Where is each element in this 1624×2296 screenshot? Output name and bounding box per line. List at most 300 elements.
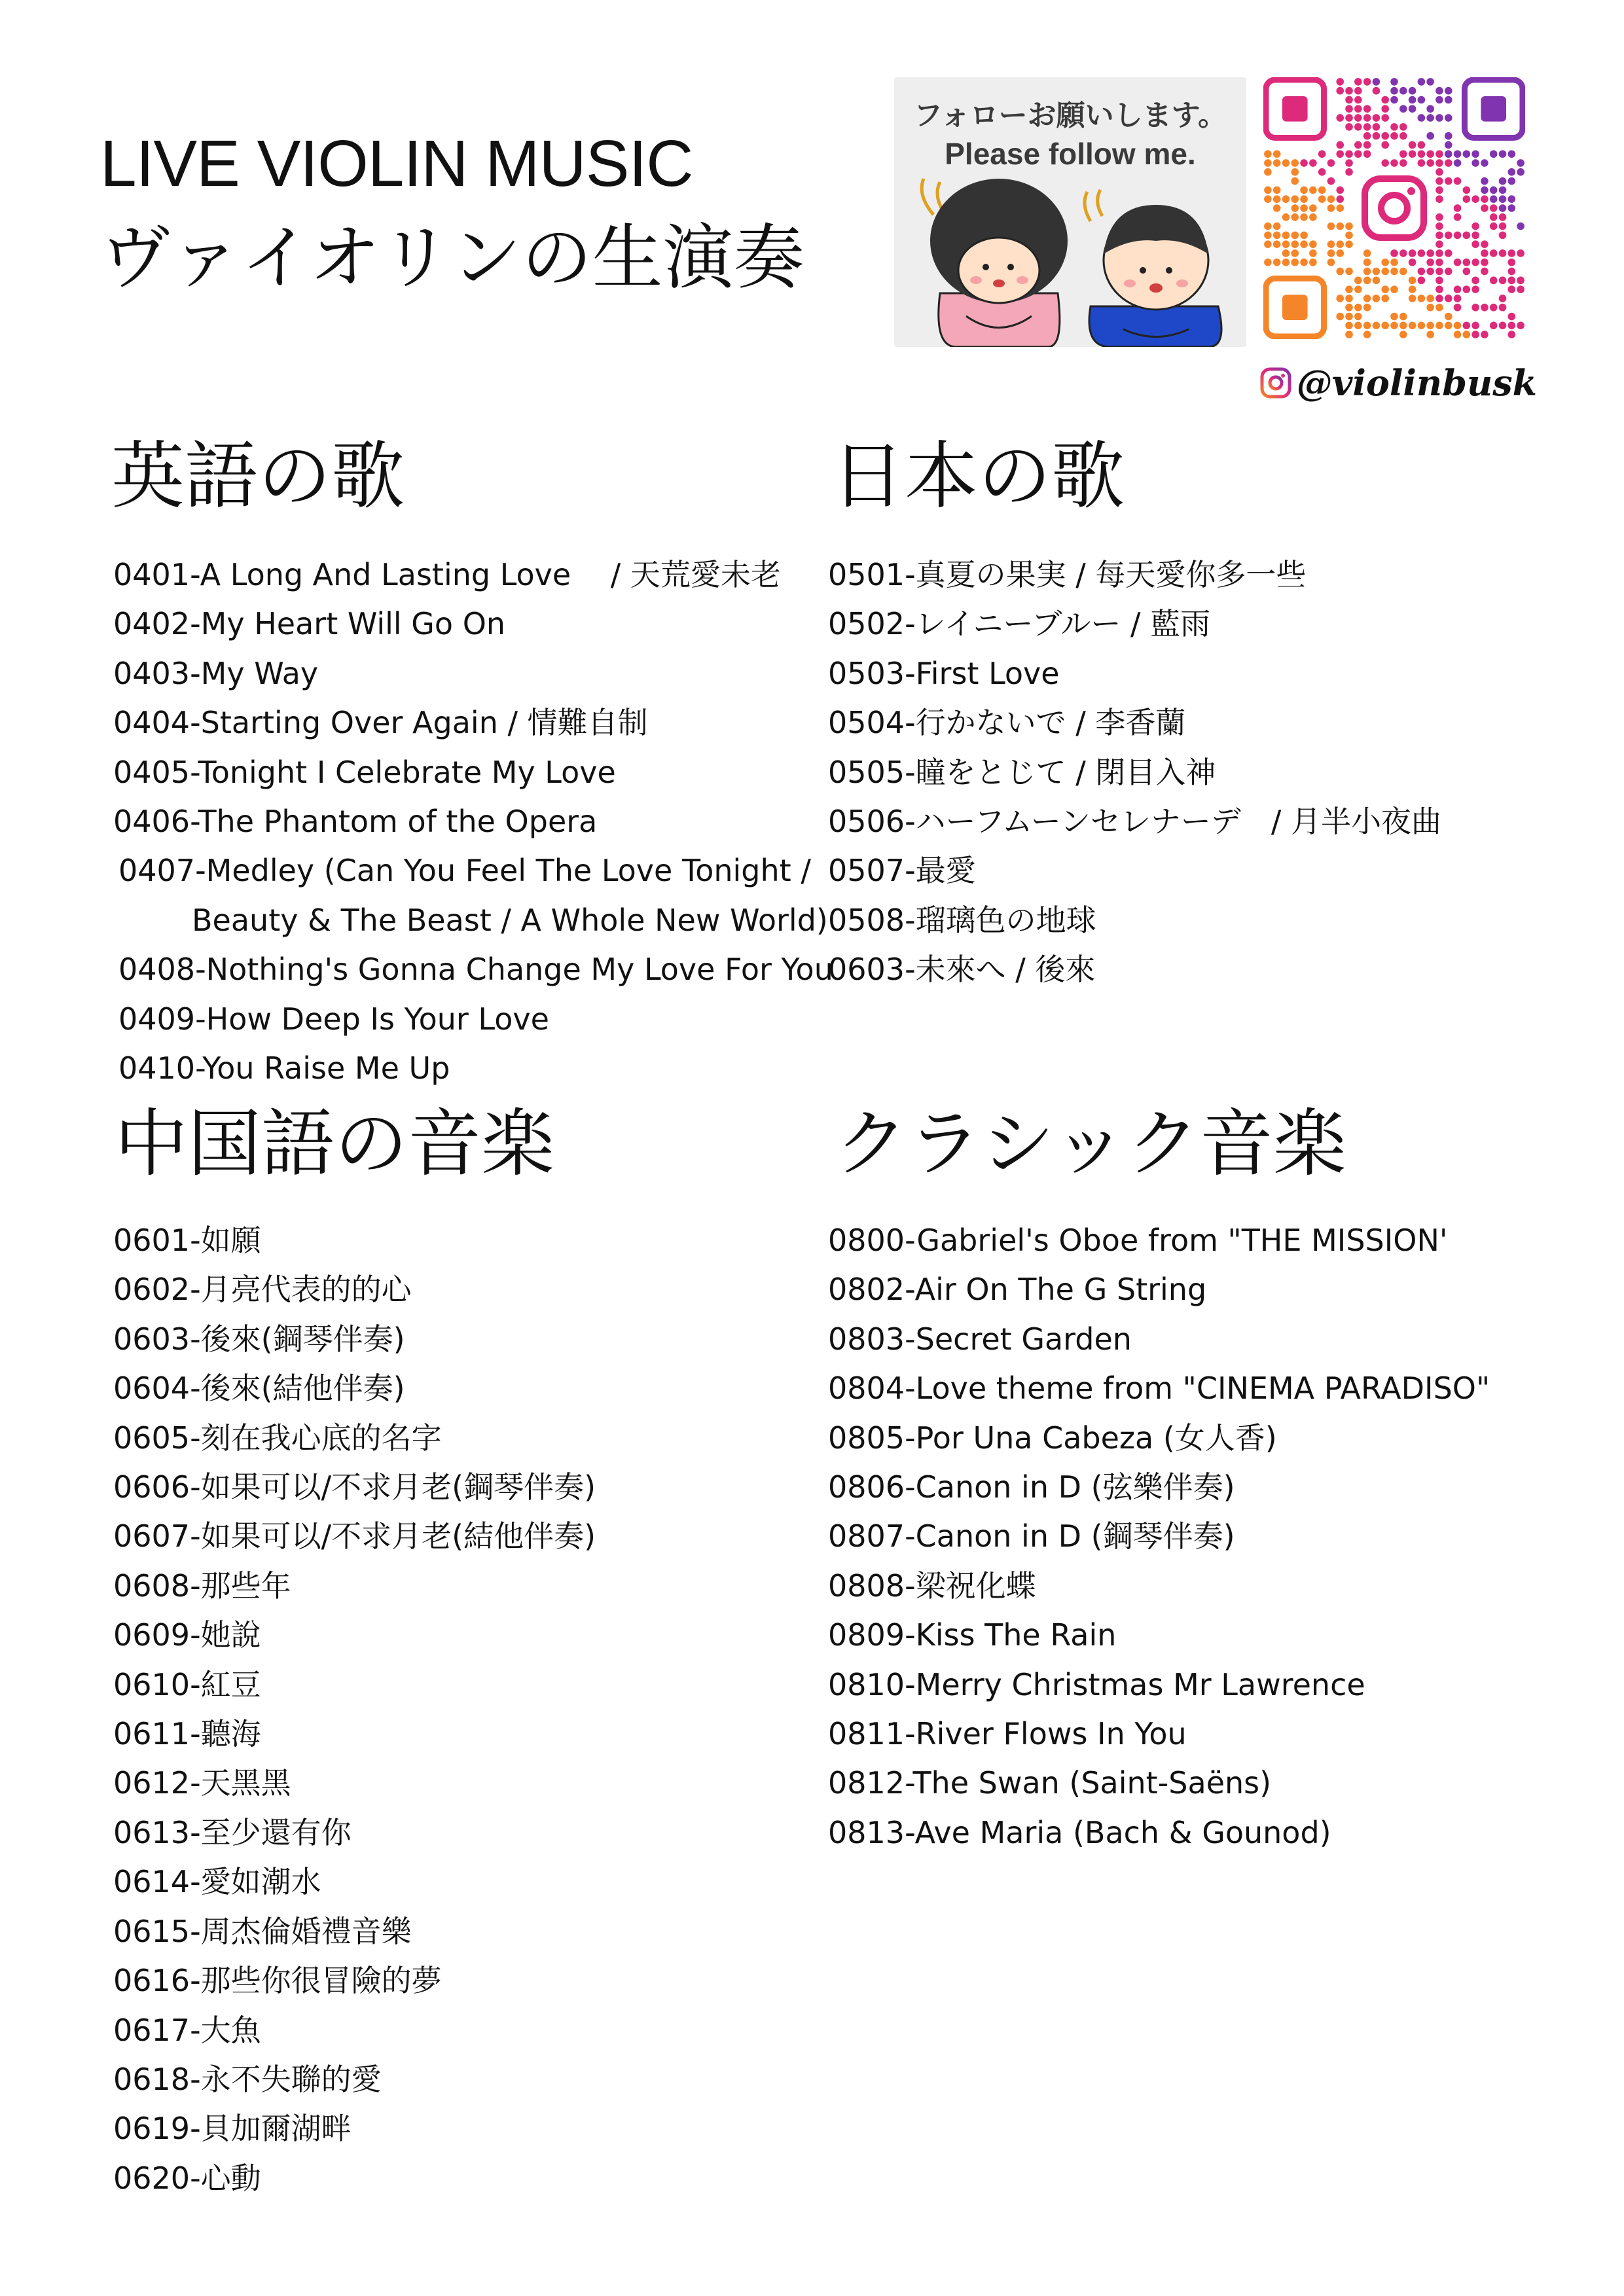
qr-module <box>1454 304 1462 312</box>
qr-module <box>1409 277 1416 285</box>
qr-module <box>1435 285 1443 293</box>
qr-module <box>1435 114 1443 122</box>
list-item: 0505-瞳をとじて / 閉目入神 <box>828 754 1216 790</box>
qr-module <box>1481 195 1489 203</box>
qr-module <box>1363 322 1371 330</box>
list-item: 0608-那些年 <box>113 1568 291 1604</box>
qr-module <box>1345 159 1353 167</box>
qr-module <box>1445 150 1453 158</box>
qr-module <box>1490 150 1498 158</box>
qr-module <box>1471 322 1479 330</box>
list-item: 0504-行かないで / 李香蘭 <box>828 705 1186 741</box>
qr-module <box>1499 204 1507 212</box>
list-item: 0506-ハーフムーンセレナーデ / 月半小夜曲 <box>828 804 1442 840</box>
qr-module <box>1336 223 1344 230</box>
qr-module <box>1381 295 1389 302</box>
qr-module <box>1363 331 1371 338</box>
instagram-qr-code[interactable] <box>1263 77 1525 339</box>
qr-module <box>1463 187 1471 194</box>
list-item: 0406-The Phantom of the Opera <box>113 804 598 840</box>
qr-module <box>1435 177 1443 185</box>
qr-module <box>1373 322 1380 330</box>
section-title-classic: クラシック音楽 <box>835 1102 1346 1187</box>
qr-module <box>1282 259 1290 266</box>
qr-module <box>1390 268 1398 276</box>
list-item: 0804-Love theme from "CINEMA PARADISO" <box>828 1371 1490 1407</box>
list-item: 0502-レイニーブルー / 藍雨 <box>828 606 1211 642</box>
qr-module <box>1264 150 1272 158</box>
qr-module <box>1471 304 1479 312</box>
qr-module <box>1345 240 1353 248</box>
qr-module <box>1291 259 1299 266</box>
page-title: LIVE VIOLIN MUSIC <box>100 127 693 200</box>
qr-module <box>1354 277 1362 285</box>
qr-module <box>1381 114 1389 122</box>
qr-module <box>1300 213 1308 221</box>
list-item: 0404-Starting Over Again / 情難自制 <box>113 705 648 741</box>
qr-module <box>1463 232 1471 240</box>
qr-module <box>1435 268 1443 276</box>
qr-module <box>1390 249 1398 257</box>
qr-module <box>1463 195 1471 203</box>
qr-module <box>1435 304 1443 312</box>
qr-module <box>1418 268 1426 276</box>
qr-module <box>1481 159 1489 167</box>
qr-module <box>1345 105 1353 113</box>
qr-module <box>1517 277 1525 285</box>
list-item: 0610-紅豆 <box>113 1666 261 1702</box>
list-item: 0410-You Raise Me Up <box>118 1050 450 1086</box>
qr-module <box>1435 87 1443 95</box>
qr-module <box>1445 159 1453 167</box>
qr-module <box>1481 240 1489 248</box>
qr-module <box>1264 259 1272 266</box>
qr-module <box>1399 105 1407 113</box>
qr-module <box>1390 123 1398 131</box>
qr-module <box>1291 204 1299 212</box>
qr-module <box>1508 268 1516 276</box>
qr-module <box>1409 87 1416 95</box>
qr-module <box>1318 168 1326 176</box>
qr-module <box>1273 259 1281 266</box>
list-item: 0807-Canon in D (鋼琴伴奏) <box>828 1518 1235 1554</box>
qr-module <box>1481 304 1489 312</box>
qr-module <box>1471 159 1479 167</box>
qr-module <box>1291 249 1299 257</box>
qr-module <box>1426 259 1434 266</box>
qr-module <box>1390 313 1398 321</box>
qr-module <box>1291 159 1299 167</box>
qr-module <box>1345 114 1353 122</box>
list-item: 0508-瑠璃色の地球 <box>828 902 1096 938</box>
qr-module <box>1409 105 1416 113</box>
list-item: 0501-真夏の果実 / 每天愛你多一些 <box>828 557 1307 592</box>
qr-module <box>1373 123 1380 131</box>
qr-module <box>1363 277 1371 285</box>
qr-module <box>1508 277 1516 285</box>
qr-module <box>1426 331 1434 338</box>
qr-module <box>1499 223 1507 230</box>
list-item: 0616-那些你很冒險的夢 <box>113 1963 442 1999</box>
qr-module <box>1354 114 1362 122</box>
qr-module <box>1435 322 1443 330</box>
qr-module <box>1273 187 1281 194</box>
instagram-icon <box>1260 367 1291 399</box>
english-song-list <box>113 550 833 1093</box>
instagram-handle[interactable] <box>1260 363 1537 403</box>
qr-module <box>1471 232 1479 240</box>
qr-module <box>1481 177 1489 185</box>
qr-module <box>1373 78 1380 86</box>
qr-module <box>1454 331 1462 338</box>
list-item: 0602-月亮代表的的心 <box>113 1272 412 1308</box>
list-item: 0805-Por Una Cabeza (女人香) <box>828 1420 1277 1456</box>
qr-module <box>1409 295 1416 302</box>
qr-module <box>1327 177 1335 185</box>
list-item: 0803-Secret Garden <box>828 1321 1132 1357</box>
qr-module <box>1264 232 1272 240</box>
qr-module <box>1435 213 1443 221</box>
qr-module <box>1418 249 1426 257</box>
qr-finder-top-right-center <box>1481 96 1506 122</box>
qr-module <box>1399 322 1407 330</box>
qr-module <box>1481 268 1489 276</box>
qr-module <box>1291 232 1299 240</box>
qr-module <box>1336 141 1344 149</box>
qr-module <box>1499 322 1507 330</box>
qr-module <box>1363 150 1371 158</box>
qr-module <box>1273 232 1281 240</box>
qr-module <box>1409 259 1416 266</box>
qr-module <box>1445 177 1453 185</box>
qr-module <box>1426 322 1434 330</box>
section-title-english: 英語の歌 <box>111 434 405 519</box>
qr-module <box>1463 331 1471 338</box>
qr-module <box>1435 259 1443 266</box>
qr-module <box>1363 141 1371 149</box>
qr-module <box>1418 295 1426 302</box>
qr-module <box>1300 195 1308 203</box>
qr-module <box>1354 285 1362 293</box>
qr-module <box>1499 213 1507 221</box>
list-item: 0611-聽海 <box>113 1716 261 1752</box>
qr-module <box>1354 304 1362 312</box>
qr-module <box>1454 322 1462 330</box>
qr-module <box>1309 259 1317 266</box>
qr-module <box>1336 295 1344 302</box>
qr-module <box>1435 223 1443 230</box>
qr-module <box>1508 168 1516 176</box>
qr-module <box>1418 322 1426 330</box>
qr-module <box>1481 331 1489 338</box>
qr-module <box>1454 285 1462 293</box>
qr-module <box>1517 223 1525 230</box>
qr-module <box>1445 268 1453 276</box>
qr-module <box>1445 322 1453 330</box>
qr-module <box>1490 277 1498 285</box>
qr-module <box>1381 105 1389 113</box>
qr-module <box>1426 132 1434 140</box>
instagram-handle-text: @violinbusk <box>1297 362 1538 404</box>
qr-module <box>1517 159 1525 167</box>
qr-module <box>1508 249 1516 257</box>
qr-module <box>1435 295 1443 302</box>
qr-module <box>1445 114 1453 122</box>
qr-module <box>1517 249 1525 257</box>
qr-module <box>1426 150 1434 158</box>
qr-module <box>1336 204 1344 212</box>
list-item: 0604-後來(結他伴奏) <box>113 1371 405 1407</box>
qr-module <box>1300 259 1308 266</box>
qr-module <box>1300 187 1308 194</box>
qr-module <box>1481 259 1489 266</box>
qr-module <box>1354 123 1362 131</box>
qr-module <box>1273 223 1281 230</box>
list-item: 0603-未來へ / 後來 <box>828 952 1096 988</box>
qr-module <box>1264 168 1272 176</box>
qr-module <box>1390 78 1398 86</box>
qr-module <box>1418 277 1426 285</box>
list-item: 0402-My Heart Will Go On <box>113 606 506 642</box>
qr-module <box>1354 87 1362 95</box>
qr-module <box>1363 249 1371 257</box>
qr-module <box>1463 285 1471 293</box>
qr-module <box>1508 177 1516 185</box>
qr-module <box>1309 187 1317 194</box>
qr-module <box>1399 87 1407 95</box>
qr-module <box>1517 285 1525 293</box>
qr-module <box>1499 195 1507 203</box>
qr-module <box>1309 159 1317 167</box>
list-item: 0613-至少還有你 <box>113 1814 352 1850</box>
qr-module <box>1435 187 1443 194</box>
list-item: 0605-刻在我心底的名字 <box>113 1420 442 1456</box>
qr-module <box>1409 141 1416 149</box>
qr-module <box>1327 249 1335 257</box>
qr-module <box>1471 223 1479 230</box>
qr-module <box>1508 285 1516 293</box>
qr-module <box>1454 204 1462 212</box>
qr-module <box>1354 141 1362 149</box>
qr-module <box>1390 96 1398 104</box>
qr-module <box>1508 331 1516 338</box>
qr-module <box>1435 168 1443 176</box>
qr-module <box>1336 240 1344 248</box>
qr-module <box>1471 331 1479 338</box>
qr-module <box>1499 304 1507 312</box>
qr-module <box>1291 177 1299 185</box>
qr-module <box>1490 213 1498 221</box>
qr-module <box>1345 168 1353 176</box>
qr-module <box>1418 114 1426 122</box>
list-item: 0607-如果可以/不求月老(結他伴奏) <box>113 1518 596 1554</box>
qr-module <box>1273 159 1281 167</box>
list-item: 0606-如果可以/不求月老(鋼琴伴奏) <box>113 1469 596 1505</box>
qr-module <box>1490 304 1498 312</box>
qr-module <box>1390 322 1398 330</box>
qr-module <box>1336 268 1344 276</box>
qr-module <box>1463 150 1471 158</box>
qr-module <box>1363 114 1371 122</box>
boy-character <box>1085 190 1221 347</box>
qr-module <box>1481 249 1489 257</box>
qr-module <box>1426 114 1434 122</box>
qr-module <box>1445 249 1453 257</box>
qr-module <box>1336 195 1344 203</box>
qr-module <box>1490 249 1498 257</box>
qr-module <box>1291 213 1299 221</box>
qr-module <box>1336 78 1344 86</box>
qr-module <box>1426 105 1434 113</box>
list-item: 0614-愛如潮水 <box>113 1864 321 1900</box>
list-item: 0503-First Love <box>828 655 1060 691</box>
qr-module <box>1300 232 1308 240</box>
classic-song-list <box>828 1216 1490 1857</box>
qr-module <box>1499 177 1507 185</box>
qr-module <box>1426 159 1434 167</box>
qr-module <box>1381 268 1389 276</box>
list-item: 0407-Medley (Can You Feel The Love Tonight / <box>118 853 811 889</box>
qr-module <box>1471 277 1479 285</box>
qr-finder-top-left-center <box>1282 96 1308 122</box>
qr-module <box>1273 195 1281 203</box>
qr-module <box>1354 150 1362 158</box>
qr-module <box>1499 249 1507 257</box>
qr-module <box>1426 268 1434 276</box>
qr-module <box>1373 87 1380 95</box>
qr-module <box>1454 295 1462 302</box>
qr-module <box>1327 159 1335 167</box>
qr-module <box>1490 223 1498 230</box>
qr-module <box>1463 268 1471 276</box>
qr-module <box>1499 150 1507 158</box>
qr-module <box>1508 313 1516 321</box>
list-item: 0800-Gabriel's Oboe from "THE MISSION' <box>828 1223 1448 1258</box>
section-title-japanese: 日本の歌 <box>831 434 1125 519</box>
qr-module <box>1345 285 1353 293</box>
qr-module <box>1363 268 1371 276</box>
qr-module <box>1336 313 1344 321</box>
qr-module <box>1264 187 1272 194</box>
qr-module <box>1345 268 1353 276</box>
qr-module <box>1445 132 1453 140</box>
list-item: 0615-周杰倫婚禮音樂 <box>113 1913 412 1949</box>
qr-module <box>1373 295 1380 302</box>
qr-module <box>1463 322 1471 330</box>
qr-module <box>1399 123 1407 131</box>
qr-module <box>1508 195 1516 203</box>
qr-module <box>1336 150 1344 158</box>
qr-module <box>1435 240 1443 248</box>
qr-module <box>1345 322 1353 330</box>
qr-module <box>1373 114 1380 122</box>
japanese-song-list <box>828 550 1441 995</box>
bowing-characters-illustration <box>894 175 1246 347</box>
qr-module <box>1345 331 1353 338</box>
qr-module <box>1471 285 1479 293</box>
qr-module <box>1399 150 1407 158</box>
qr-module <box>1445 232 1453 240</box>
qr-module <box>1517 322 1525 330</box>
qr-module <box>1327 259 1335 266</box>
qr-module <box>1390 259 1398 266</box>
qr-module <box>1471 150 1479 158</box>
qr-module <box>1471 195 1479 203</box>
girl-character <box>922 179 1068 347</box>
qr-module <box>1300 159 1308 167</box>
qr-module <box>1508 322 1516 330</box>
qr-module <box>1381 285 1389 293</box>
qr-module <box>1463 259 1471 266</box>
qr-module <box>1264 240 1272 248</box>
qr-module <box>1499 187 1507 194</box>
qr-module <box>1381 96 1389 104</box>
list-item: 0405-Tonight I Celebrate My Love <box>113 754 616 790</box>
qr-module <box>1481 187 1489 194</box>
qr-module <box>1418 159 1426 167</box>
qr-module <box>1300 204 1308 212</box>
list-item: 0603-後來(鋼琴伴奏) <box>113 1321 405 1357</box>
qr-module <box>1426 295 1434 302</box>
qr-module <box>1345 223 1353 230</box>
qr-module <box>1327 240 1335 248</box>
qr-module <box>1345 150 1353 158</box>
qr-module <box>1345 304 1353 312</box>
qr-module <box>1409 322 1416 330</box>
qr-module <box>1409 285 1416 293</box>
qr-module <box>1399 132 1407 140</box>
qr-module <box>1336 87 1344 95</box>
qr-module <box>1336 114 1344 122</box>
qr-module <box>1490 195 1498 203</box>
list-item: 0401-A Long And Lasting Love / 天荒愛未老 <box>113 557 781 592</box>
qr-module <box>1409 249 1416 257</box>
qr-module <box>1445 96 1453 104</box>
qr-module <box>1264 195 1272 203</box>
qr-module <box>1354 78 1362 86</box>
qr-module <box>1508 259 1516 266</box>
qr-module <box>1318 150 1326 158</box>
list-item: 0810-Merry Christmas Mr Lawrence <box>828 1666 1365 1702</box>
qr-module <box>1445 87 1453 95</box>
qr-module <box>1309 240 1317 248</box>
qr-module <box>1435 249 1443 257</box>
qr-module <box>1363 78 1371 86</box>
list-item-continuation: Beauty & The Beast / A Whole New World) <box>192 902 828 938</box>
qr-module <box>1291 195 1299 203</box>
qr-module <box>1426 304 1434 312</box>
qr-module <box>1373 132 1380 140</box>
qr-center-instagram-icon <box>1355 169 1434 247</box>
list-item: 0806-Canon in D (弦樂伴奏) <box>828 1469 1235 1505</box>
qr-module <box>1354 313 1362 321</box>
follow-text-en: Please follow me. <box>945 137 1196 171</box>
qr-module <box>1399 313 1407 321</box>
qr-module <box>1309 249 1317 257</box>
qr-module <box>1264 159 1272 167</box>
list-item: 0619-貝加爾湖畔 <box>113 2111 352 2147</box>
qr-module <box>1381 259 1389 266</box>
follow-me-card <box>894 77 1246 347</box>
qr-module <box>1435 277 1443 285</box>
section-title-chinese: 中国語の音楽 <box>115 1102 554 1187</box>
qr-module <box>1390 132 1398 140</box>
qr-module <box>1363 105 1371 113</box>
qr-module <box>1282 213 1290 221</box>
list-item: 0618-永不失聯的愛 <box>113 2061 382 2097</box>
qr-module <box>1399 249 1407 257</box>
list-item: 0813-Ave Maria (Bach & Gounod) <box>828 1814 1331 1850</box>
